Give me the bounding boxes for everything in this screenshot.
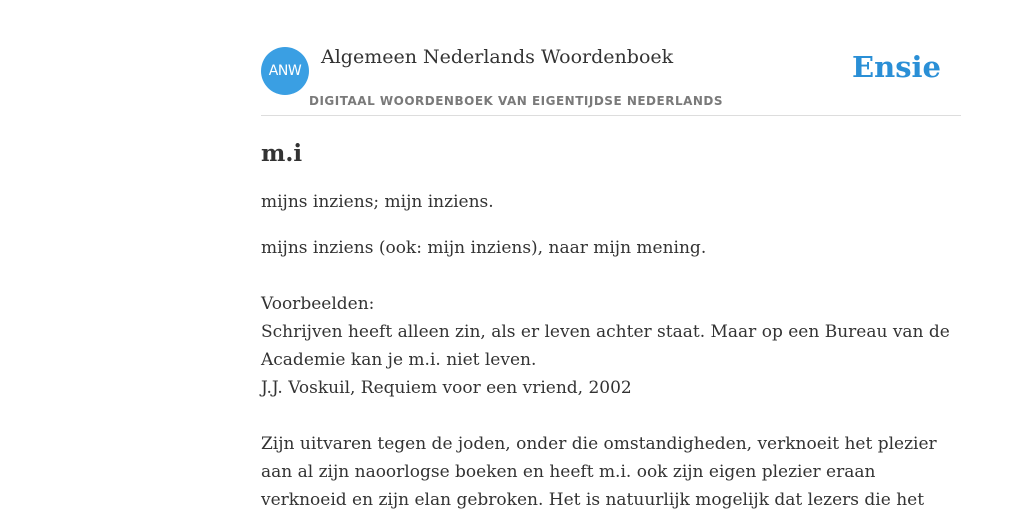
ensie-logo-link[interactable]: Ensie <box>852 50 941 84</box>
short-definition: mijns inziens; mijn inziens. <box>261 192 494 212</box>
dictionary-title[interactable]: Algemeen Nederlands Woordenboek <box>321 46 674 68</box>
example-1-line-2: Academie kan je m.i. niet leven. <box>261 350 537 370</box>
dictionary-header <box>261 0 961 116</box>
example-2-line-2: aan al zijn naoorlogse boeken en heeft m.i. ook zijn eigen plezier eraan <box>261 462 876 482</box>
examples-heading: Voorbeelden: <box>261 294 375 314</box>
example-1-line-1: Schrijven heeft alleen zin, als er leven achter staat. Maar op een Bureau van de <box>261 322 950 342</box>
example-2-line-3: verknoeid en zijn elan gebroken. Het is natuurlijk mogelijk dat lezers die het <box>261 490 925 510</box>
spacer <box>261 402 961 430</box>
entry-page <box>261 0 961 512</box>
definition-text: mijns inziens (ook: mijn inziens), naar mijn mening. <box>261 238 707 258</box>
dictionary-subtitle: DIGITAAL WOORDENBOEK VAN EIGENTIJDSE NEDERLANDS <box>309 94 724 108</box>
spacer <box>261 262 961 290</box>
anw-logo[interactable]: ANW <box>261 47 309 95</box>
entry-content <box>261 138 961 512</box>
full-definition <box>261 234 961 512</box>
example-1-source: J.J. Voskuil, Requiem voor een vriend, 2002 <box>261 378 632 398</box>
page-title: m.i <box>261 140 303 167</box>
example-2-line-1: Zijn uitvaren tegen de joden, onder die omstandigheden, verknoeit het plezier <box>261 434 937 454</box>
